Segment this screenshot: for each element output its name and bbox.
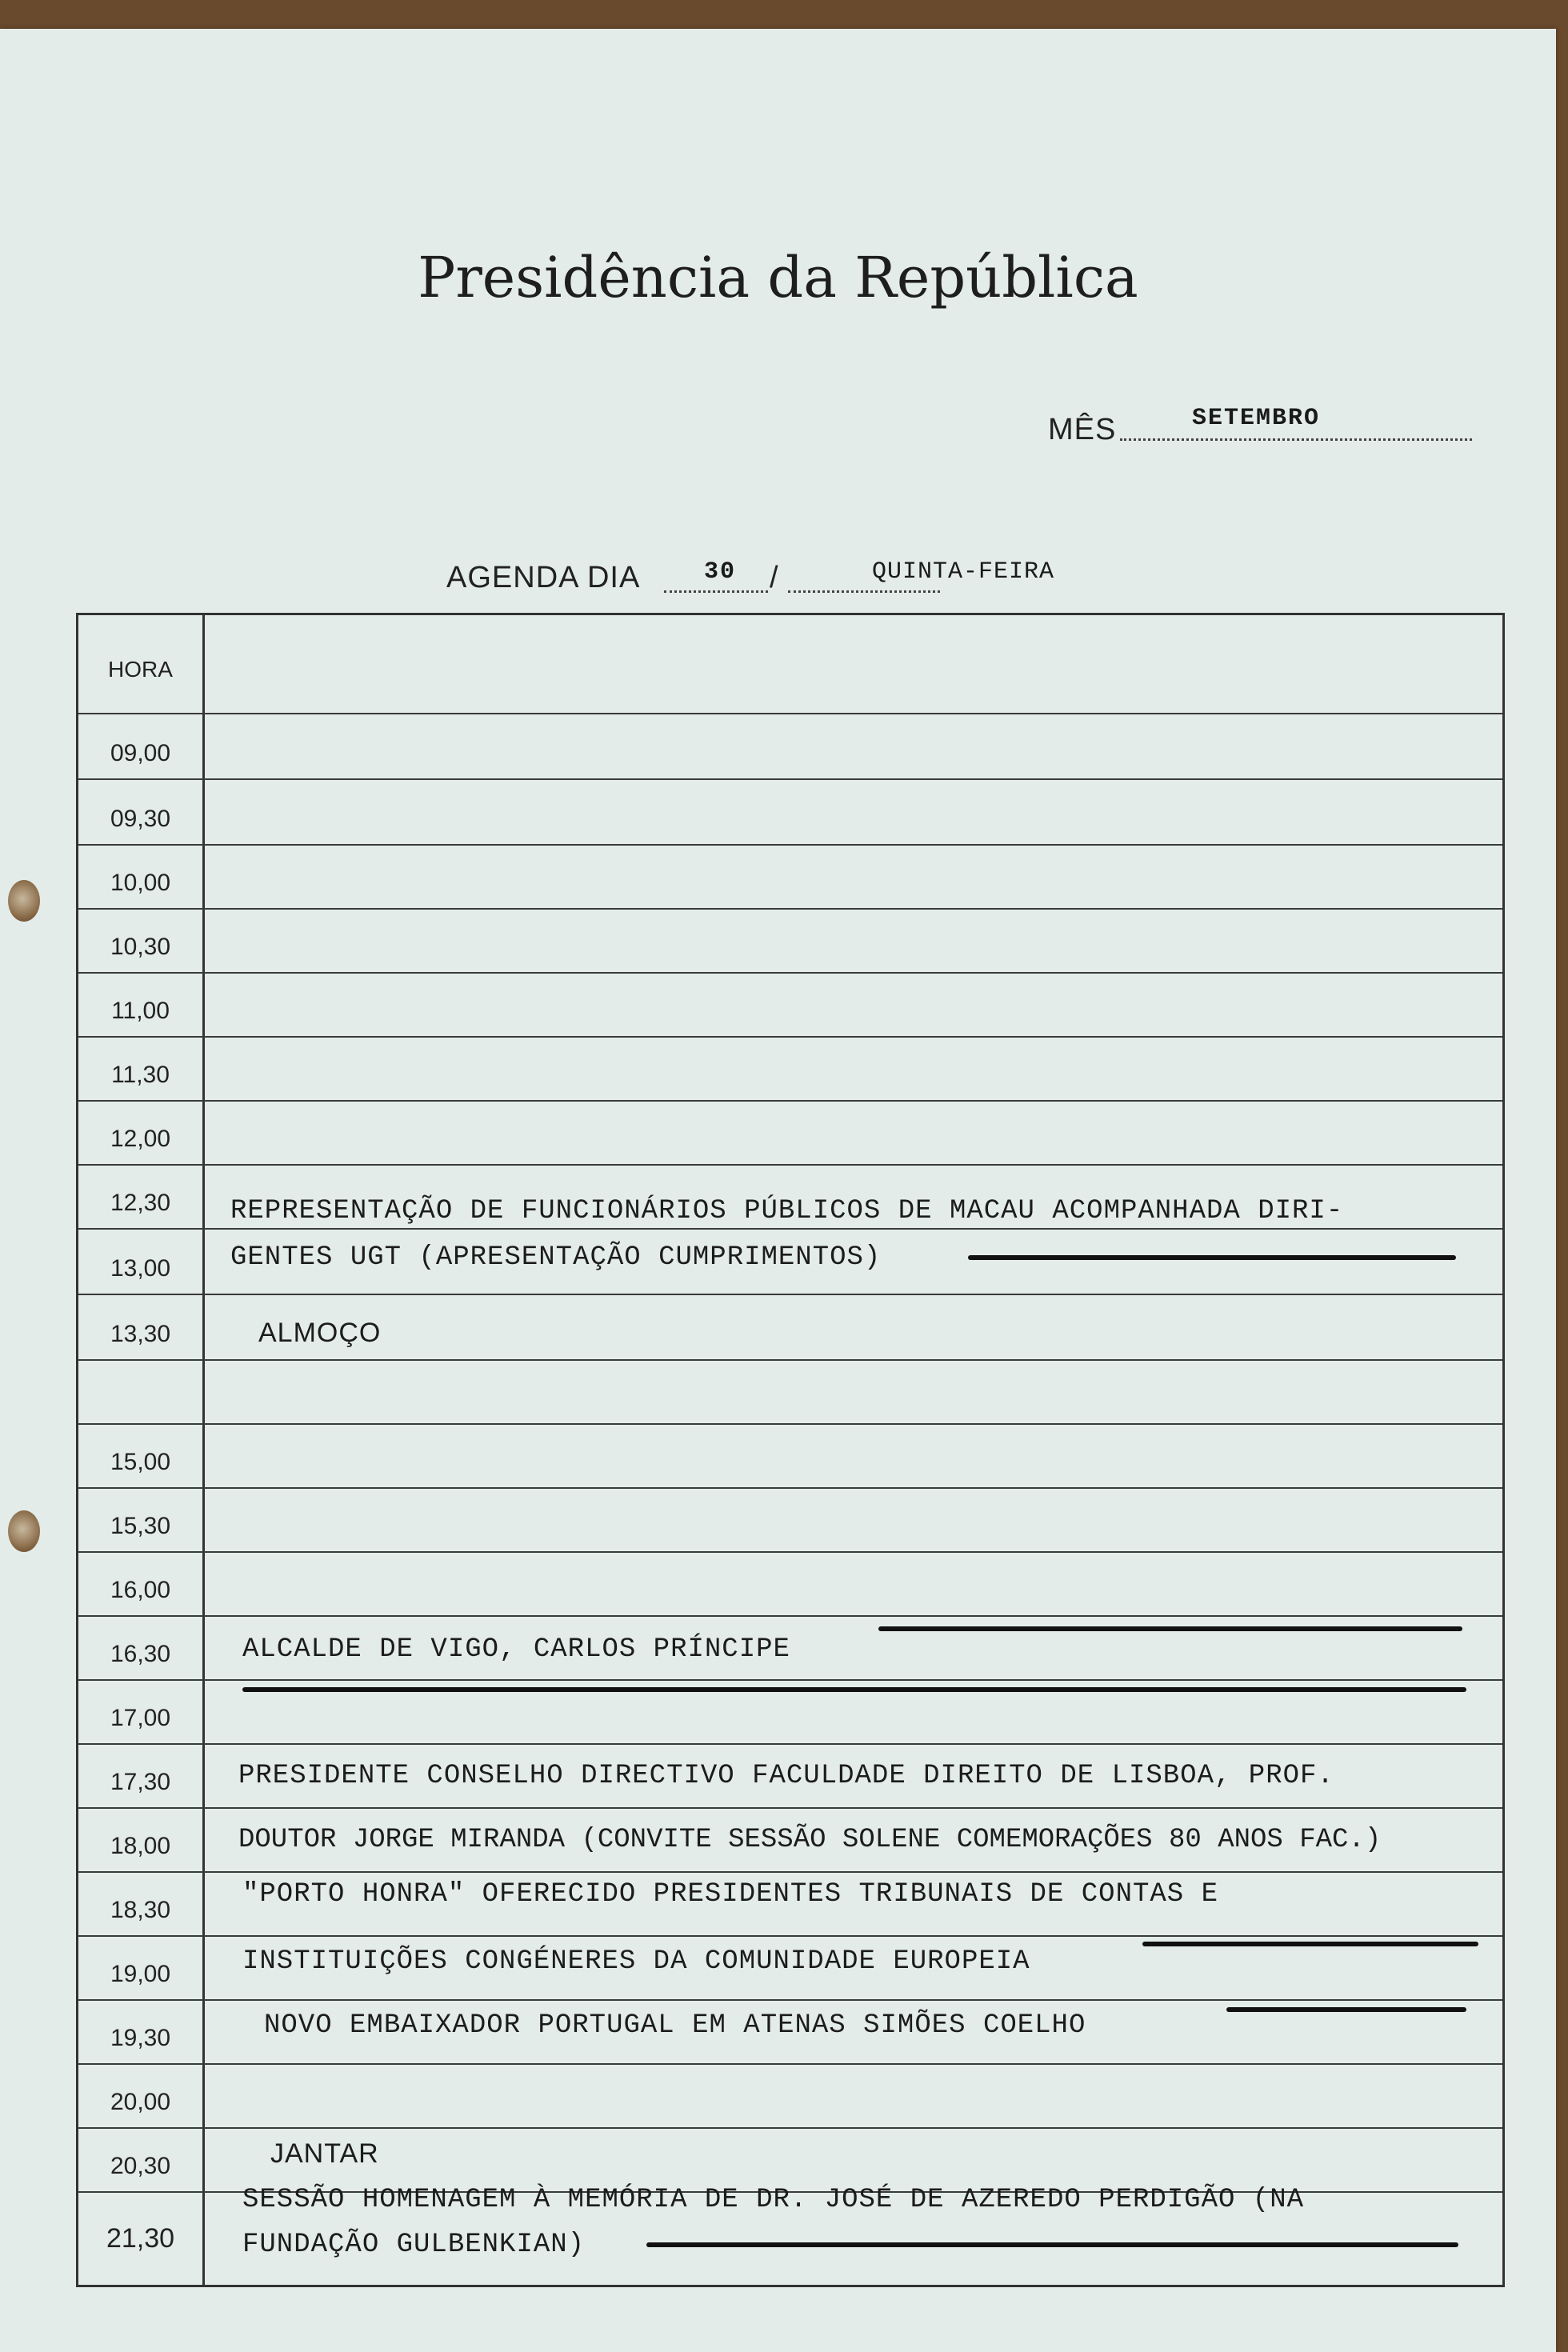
entry-text: DOUTOR JORGE MIRANDA (CONVITE SESSÃO SOLENE COMEMORAÇÕES 80 ANOS FAC.) bbox=[238, 1825, 1382, 1855]
hour-label: 19,30 bbox=[110, 2025, 171, 2051]
hour-label: 10,00 bbox=[110, 870, 171, 896]
row-line bbox=[78, 2127, 1502, 2129]
row-line bbox=[78, 1487, 1502, 1489]
row-line bbox=[78, 1100, 1502, 1102]
row-line bbox=[78, 1999, 1502, 2001]
page-title: Presidência da República bbox=[418, 245, 1138, 310]
hour-label: 20,00 bbox=[110, 2089, 171, 2115]
hour-label: 11,30 bbox=[111, 1062, 170, 1088]
mes-dotline bbox=[1120, 438, 1472, 441]
row-line bbox=[78, 1935, 1502, 1937]
row-line bbox=[78, 2063, 1502, 2065]
hour-label: 19,00 bbox=[110, 1961, 171, 1987]
agenda-sheet bbox=[0, 29, 1556, 2352]
weekday-value: QUINTA-FEIRA bbox=[872, 558, 1055, 586]
row-line bbox=[78, 844, 1502, 846]
hour-label: 13,30 bbox=[110, 1321, 171, 1347]
hour-label: 16,00 bbox=[110, 1577, 171, 1603]
ink-underline bbox=[878, 1626, 1462, 1631]
hour-label: 13,00 bbox=[110, 1255, 171, 1282]
entry-text: INSTITUIÇÕES CONGÉNERES DA COMUNIDADE EUROPEIA bbox=[242, 1946, 1030, 1977]
hour-label: 15,00 bbox=[110, 1449, 171, 1475]
hour-label: 18,00 bbox=[110, 1833, 171, 1859]
row-line bbox=[78, 1228, 1502, 1230]
mes-value: SETEMBRO bbox=[1192, 405, 1321, 432]
row-line bbox=[78, 1294, 1502, 1295]
row-line bbox=[78, 908, 1502, 910]
hour-label: 17,00 bbox=[110, 1705, 171, 1731]
row-line bbox=[78, 1359, 1502, 1361]
dia-separator: / bbox=[770, 561, 779, 594]
ink-underline bbox=[1226, 2007, 1466, 2012]
hour-label: 12,00 bbox=[110, 1126, 171, 1152]
entry-text: GENTES UGT (APRESENTAÇÃO CUMPRIMENTOS) bbox=[230, 1242, 882, 1273]
dia-dotline bbox=[664, 590, 768, 593]
hour-label: 16,30 bbox=[110, 1641, 171, 1667]
entry-text: SESSÃO HOMENAGEM À MEMÓRIA DE DR. JOSÉ DE AZEREDO PERDIGÃO (NA bbox=[242, 2185, 1305, 2215]
hour-label: 09,00 bbox=[110, 740, 171, 766]
ink-underline bbox=[242, 1687, 1466, 1692]
hour-label: 15,30 bbox=[110, 1513, 171, 1539]
hour-label: 20,30 bbox=[110, 2153, 171, 2179]
ink-underline bbox=[646, 2242, 1458, 2247]
hour-label: 17,30 bbox=[110, 1769, 171, 1795]
hour-label: 11,00 bbox=[111, 998, 170, 1024]
ink-underline bbox=[968, 1255, 1456, 1260]
row-line bbox=[78, 1036, 1502, 1038]
row-line bbox=[78, 1807, 1502, 1809]
entry-text: NOVO EMBAIXADOR PORTUGAL EM ATENAS SIMÕES COELHO bbox=[264, 2010, 1086, 2041]
hour-label: 18,30 bbox=[110, 1897, 171, 1923]
row-line bbox=[78, 1871, 1502, 1873]
hour-label: 21,30 bbox=[106, 2223, 175, 2254]
row-line bbox=[78, 713, 1502, 714]
row-line bbox=[78, 1551, 1502, 1553]
entry-text: PRESIDENTE CONSELHO DIRECTIVO FACULDADE DIREITO DE LISBOA, PROF. bbox=[238, 1761, 1334, 1791]
entry-text: REPRESENTAÇÃO DE FUNCIONÁRIOS PÚBLICOS DE MACAU ACOMPANHADA DIRI- bbox=[230, 1196, 1344, 1226]
agenda-table bbox=[76, 613, 1505, 2287]
entry-text: ALMOÇO bbox=[258, 1318, 382, 1348]
row-line bbox=[78, 972, 1502, 974]
hour-label: 12,30 bbox=[110, 1190, 171, 1216]
row-line bbox=[78, 1423, 1502, 1425]
entry-text: JANTAR bbox=[270, 2138, 379, 2169]
weekday-dotline bbox=[788, 590, 940, 593]
table-bottom-line bbox=[78, 2285, 1502, 2287]
entry-text: FUNDAÇÃO GULBENKIAN) bbox=[242, 2230, 586, 2260]
agenda-dia-label: AGENDA DIA bbox=[446, 561, 641, 594]
row-line bbox=[78, 1743, 1502, 1745]
hour-label: 10,30 bbox=[110, 934, 171, 960]
punch-hole-bottom bbox=[8, 1510, 40, 1552]
dia-value: 30 bbox=[704, 558, 737, 586]
punch-hole-top bbox=[8, 880, 40, 922]
entry-text: ALCALDE DE VIGO, CARLOS PRÍNCIPE bbox=[242, 1634, 790, 1665]
ink-underline bbox=[1142, 1942, 1478, 1946]
row-line bbox=[78, 1615, 1502, 1617]
mes-label: MÊS bbox=[1048, 413, 1117, 446]
hour-column-divider bbox=[202, 615, 205, 2287]
entry-text: "PORTO HONRA" OFERECIDO PRESIDENTES TRIBUNAIS DE CONTAS E bbox=[242, 1879, 1218, 1910]
row-line bbox=[78, 778, 1502, 780]
row-line bbox=[78, 1164, 1502, 1166]
row-line bbox=[78, 1679, 1502, 1681]
hora-header: HORA bbox=[108, 657, 173, 682]
hour-label: 09,30 bbox=[110, 806, 171, 832]
